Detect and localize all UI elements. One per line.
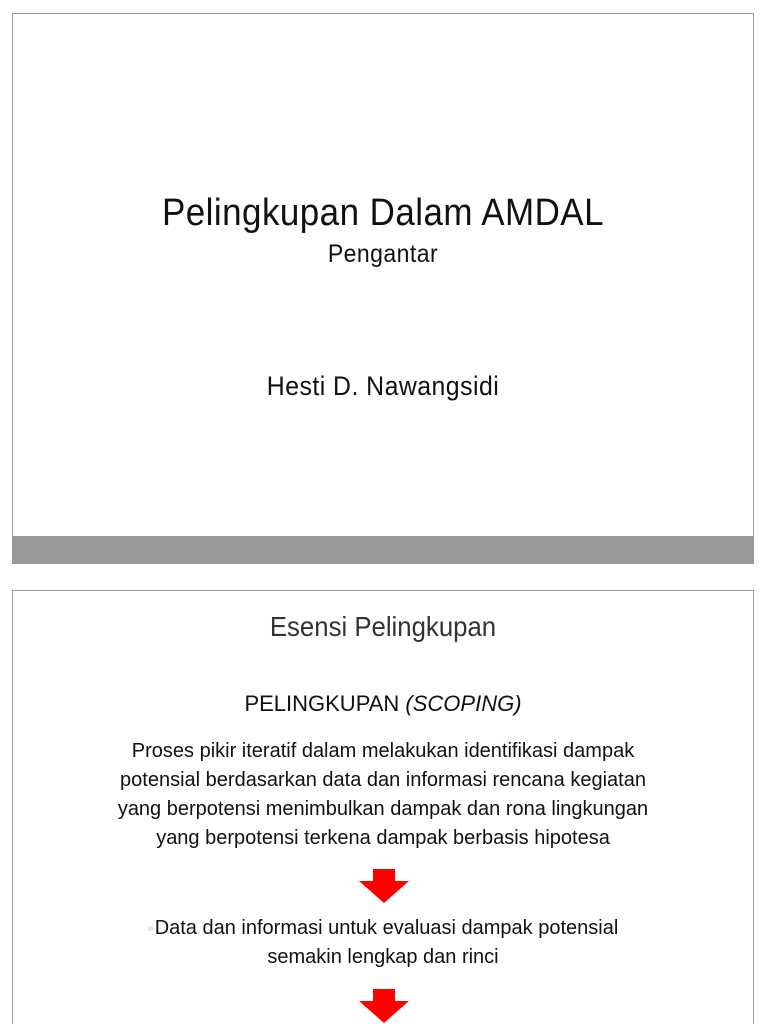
bullet-line — [33, 914, 733, 943]
bullet-line-text: Data dan informasi untuk evaluasi dampak potensial — [154, 917, 619, 939]
down-arrow-icon — [359, 869, 409, 903]
slide-title — [12, 13, 754, 564]
paragraph-line: potensial berdasarkan data dan informasi rencana kegiatan — [120, 769, 646, 791]
slide-subtitle: Pengantar — [327, 240, 439, 268]
bullet-line: semakin lengkap dan rinci — [267, 946, 499, 968]
paragraph-line: Proses pikir iteratif dalam melakukan identifikasi dampak — [131, 740, 635, 762]
subheading-italic: (SCOPING) — [405, 691, 522, 716]
slide-footer-bar — [13, 536, 753, 563]
bullet-item — [33, 914, 733, 972]
down-arrow-icon — [359, 989, 409, 1023]
paragraph-line: yang berpotensi terkena dampak berbasis hipotesa — [156, 827, 610, 849]
slide-subheading — [13, 691, 753, 717]
definition-paragraph — [33, 737, 733, 853]
slide-title-heading: Pelingkupan Dalam AMDAL — [161, 192, 604, 234]
paragraph-line: yang berpotensi menimbulkan dampak dan rona lingkungan — [117, 798, 649, 820]
slide-heading: Esensi Pelingkupan — [269, 611, 497, 642]
slide-author: Hesti D. Nawangsidi — [266, 371, 500, 401]
subheading-main: PELINGKUPAN — [244, 691, 406, 716]
slide-esensi — [12, 590, 754, 1024]
bullet-icon — [148, 926, 153, 931]
